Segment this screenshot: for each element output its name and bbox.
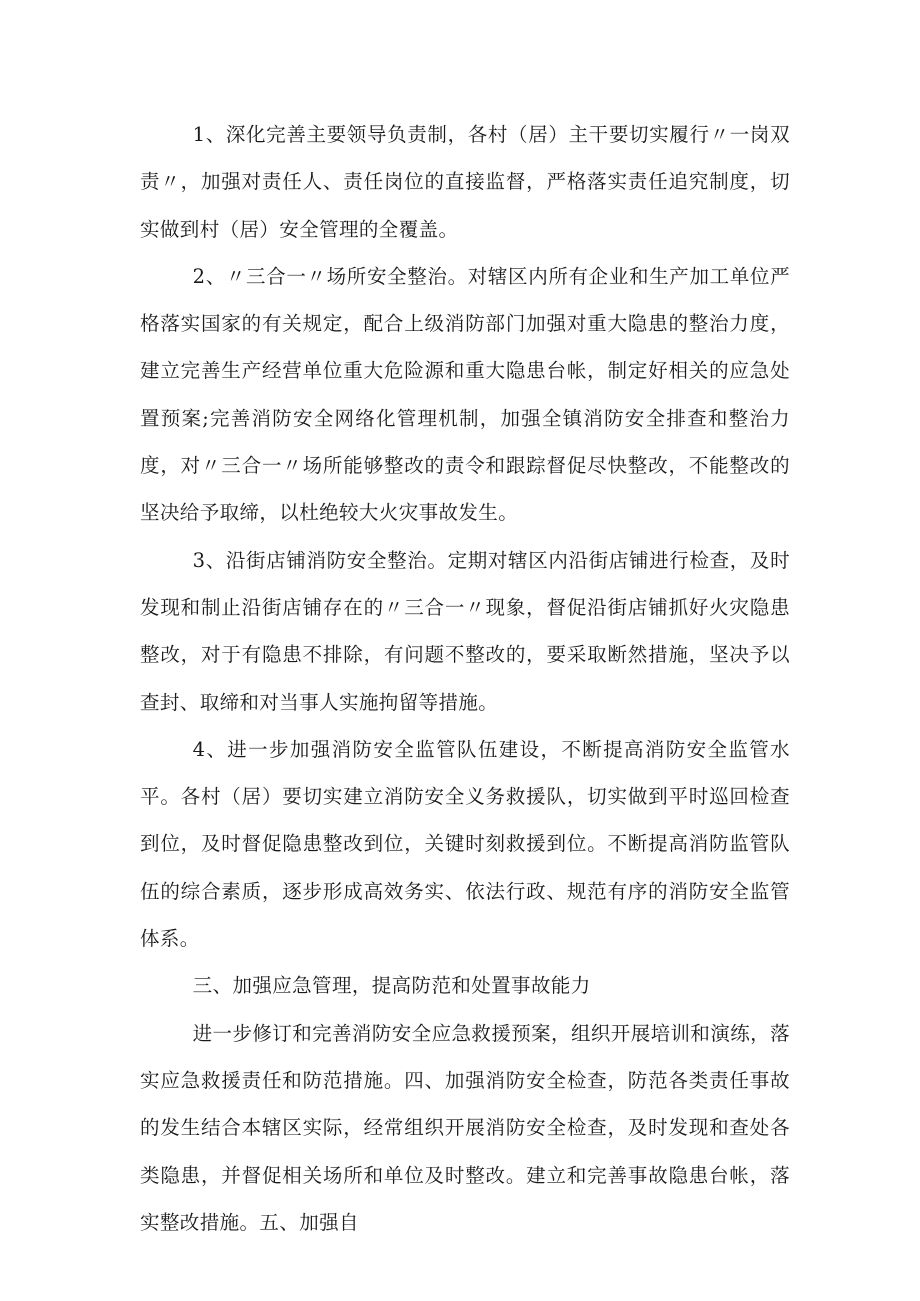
- paragraph-2: 2、〃三合一〃场所安全整治。对辖区内所有企业和生产加工单位严格落实国家的有关规定，配合上级消防部门加强对重大隐患的整治力度，建立完善生产经营单位重大危险源和重大隐患台帐，制定好相关的应急处置预案;完善消防安全网络化管理机制，加强全镇消防安全排查和整治力度，对〃三合一〃场所能够整改的责令和跟踪督促尽快整改，不能整改的坚决给予取缔，以杜绝较大火灾事故发生。: [140, 264, 790, 525]
- document-body: [140, 111, 790, 1246]
- paragraph-3: 3、沿街店铺消防安全整治。定期对辖区内沿街店铺进行检查，及时发现和制止沿街店铺存在的〃三合一〃现象，督促沿街店铺抓好火灾隐患整改，对于有隐患不排除，有问题不整改的，要采取断然措施，坚决予以查封、取缔和对当事人实施拘留等措施。: [140, 548, 790, 714]
- paragraph-1: 1、深化完善主要领导负责制，各村（居）主干要切实履行〃一岗双责〃，加强对责任人、责任岗位的直接监督，严格落实责任追究制度，切实做到村（居）安全管理的全覆盖。: [140, 123, 790, 241]
- paragraph-4: 4、进一步加强消防安全监管队伍建设，不断提高消防安全监管水平。各村（居）要切实建立消防安全义务救援队，切实做到平时巡回检查到位，及时督促隐患整改到位，关键时刻救援到位。不断提高消防监管队伍的综合素质，逐步形成高效务实、依法行政、规范有序的消防安全监管体系。: [140, 737, 790, 951]
- section-heading: 三、加强应急管理，提高防范和处置事故能力: [192, 974, 591, 998]
- paragraph-5: 进一步修订和完善消防安全应急救援预案，组织开展培训和演练，落实应急救援责任和防范措施。四、加强消防安全检查，防范各类责任事故的发生结合本辖区实际，经常组织开展消防安全检查，及时发现和查处各类隐患，并督促相关场所和单位及时整改。建立和完善事故隐患台帐，落实整改措施。五、加强自: [140, 1021, 790, 1234]
